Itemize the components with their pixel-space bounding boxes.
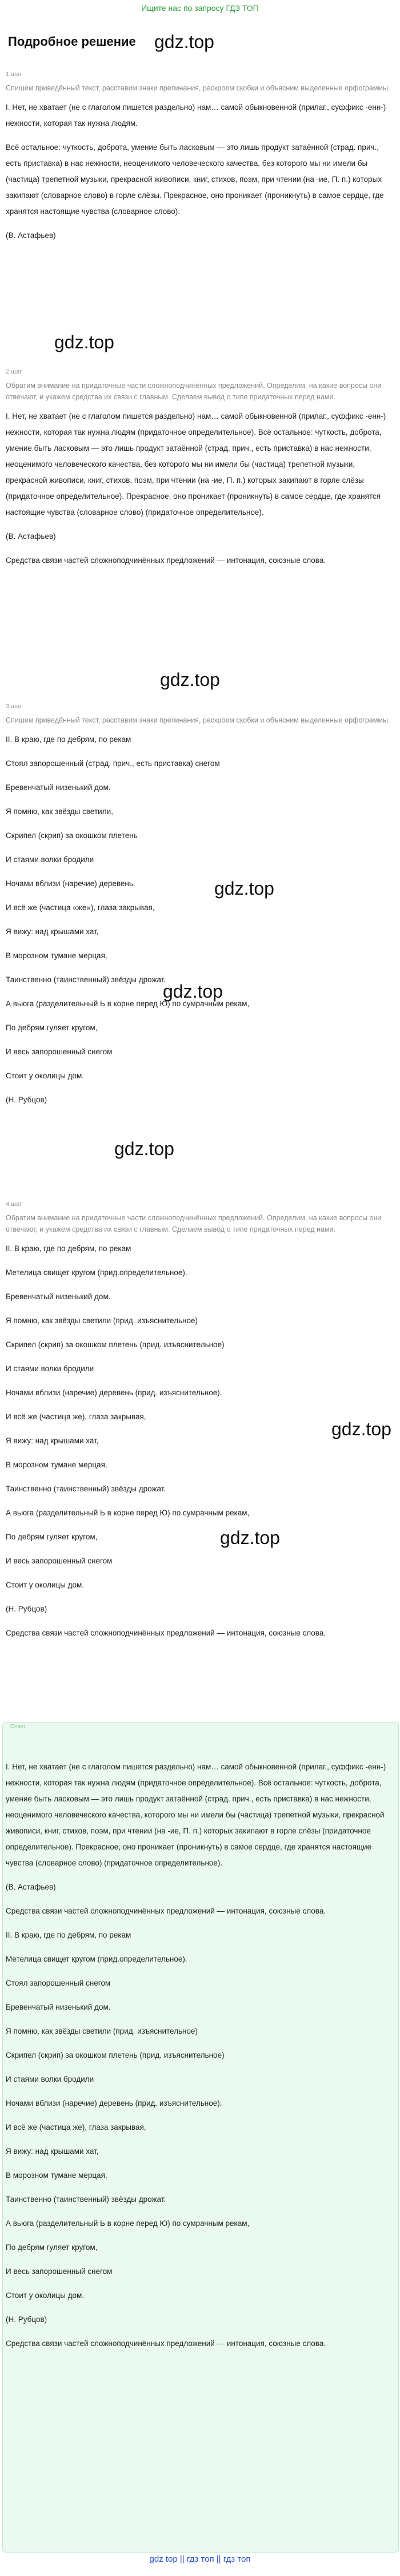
text-line: И весь запорошенный снегом <box>6 2267 113 2276</box>
text-line: Ночами вблизи (наречие) деревень (прид. изъяснительное). <box>6 1388 222 1397</box>
text-line: Я помню, как звёзды светили, <box>6 807 113 816</box>
text-line: По дебрям гуляет кругом, <box>6 1023 98 1032</box>
text-line: И стаями волки бродили <box>6 2075 94 2083</box>
text-line: Средства связи частей сложноподчинённых предложений — интонация, союзные слова. <box>6 2339 326 2348</box>
step-task: Обратим внимание на придаточные части сложноподчинённых предложений. Определим, на какие вопросы они отвечают, и укажем средства их связи с главным. Сделаем вывод о типе придаточных перед нами. <box>6 382 382 401</box>
step-2 <box>6 366 394 577</box>
step-label: 3 шаг <box>6 703 22 710</box>
footer-links[interactable]: gdz top || гдз топ || гдз топ <box>149 2554 251 2564</box>
text-line: В морозном тумане мерцая, <box>6 2171 107 2180</box>
text-line: А вьюга (разделительный Ь в корне перед Ю) по сумрачным рекам, <box>6 1509 250 1517</box>
text-line: I. Нет, не хватает (не с глаголом пишется раздельно) нам… самой обыкновенной (прилаг., суффикс -енн-) нежности, которая так нужна людям (придаточное определительное). Всё остальное: чуткость, доброта, умение быть ласковым — это лишь продукт затаённой (страд. прич., есть приставка) в нас нежности, неоценимого человеческого качества, без которого мы ни имели бы (частица) трепетной музыки, прекрасной живописи, книг, стихов, поэм, при чтении (на -ие, П. п.) которых закипают в горле слёзы (придаточное определительное). Прекрасное, оно проникает (проникнуть) в самое сердце, где хранятся настоящие чувства (словарное слово) (придаточное определительное). <box>6 412 386 517</box>
text-line: Метелица свищет кругом (прид.определительное). <box>6 1268 187 1277</box>
step-task: Спишем приведённый текст, расставим знаки препинания, раскроем скобки и объясним выделенные орфограммы. <box>6 84 390 92</box>
text-line: Стоял запорошенный снегом <box>6 1979 111 1987</box>
text-line: Стоит у околицы дом. <box>6 1071 85 1080</box>
text-line: Стоял запорошенный (страд. прич., есть приставка) снегом <box>6 759 220 768</box>
text-line: И всё же (частица «же»), глаза закрывая, <box>6 903 155 912</box>
text-line: Таинственно (таинственный) звёзды дрожат. <box>6 975 166 984</box>
text-line: Я вижу: над крышами хат, <box>6 2147 99 2156</box>
text-line: Ночами вблизи (наречие) деревень (прид. изъяснительное). <box>6 2099 222 2107</box>
text-line: Таинственно (таинственный) звёзды дрожат. <box>6 2195 166 2204</box>
text-line: Я вижу: над крышами хат, <box>6 927 99 936</box>
text-line: II. В краю, где по дебрям, по рекам <box>6 1931 131 1939</box>
text-line: (Н. Рубцов) <box>6 1605 47 1613</box>
step-3 <box>6 701 394 1116</box>
text-line: Стоит у околицы дом. <box>6 1581 85 1589</box>
text-line: А вьюга (разделительный Ь в корне перед Ю) по сумрачным рекам, <box>6 2219 250 2228</box>
text-line: В морозном тумане мерцая, <box>6 951 107 960</box>
text-line: (В. Астафьев) <box>6 231 56 240</box>
text-line: Я помню, как звёзды светили (прид. изъяснительное) <box>6 2027 198 2035</box>
text-line: Я вижу: над крышами хат, <box>6 1436 99 1445</box>
step-label: 2 шаг <box>6 368 22 375</box>
watermark: gdz.top <box>220 1527 280 1548</box>
text-line: I. Нет, не хватает (не с глаголом пишется раздельно) нам… самой обыкновенной (прилаг., суффикс -енн-) нежности, которая так нужна людям. <box>6 103 386 128</box>
watermark: gdz.top <box>54 332 114 352</box>
text-line: Ночами вблизи (наречие) деревень. <box>6 879 135 888</box>
watermark: gdz.top <box>163 981 223 1002</box>
answer-content <box>6 1759 394 2360</box>
step-label: 4 шаг <box>6 1201 22 1208</box>
watermark: gdz.top <box>214 878 274 899</box>
text-line: По дебрям гуляет кругом, <box>6 2243 98 2252</box>
text-line: И всё же (частица же), глаза закрывая, <box>6 2123 146 2132</box>
page-title: Подробное решение <box>8 34 136 49</box>
text-line: Скрипел (скрип) за окошком плетень (прид. изъяснительное) <box>6 2051 225 2059</box>
text-line: А вьюга (разделительный Ь в корне перед Ю) по сумрачным рекам, <box>6 999 250 1008</box>
text-line: II. В краю, где по дебрям, по рекам <box>6 735 131 744</box>
step-task: Спишем приведённый текст, расставим знаки препинания, раскроем скобки и объясним выделенные орфограммы. <box>6 716 390 724</box>
text-line: (Н. Рубцов) <box>6 2315 47 2324</box>
text-line: Бревенчатый низенький дом. <box>6 783 111 792</box>
text-line: Бревенчатый низенький дом. <box>6 2003 111 2011</box>
text-line: Я помню, как звёзды светили (прид. изъяснительное) <box>6 1316 198 1325</box>
step-label: 1 шаг <box>6 71 22 78</box>
watermark: gdz.top <box>160 669 220 690</box>
text-line: I. Нет, не хватает (не с глаголом пишется раздельно) нам… самой обыкновенной (прилаг., суффикс -енн-) нежности, которая так нужна людям (придаточное определительное). Всё остальное: чуткость, доброта, умение быть ласковым — это лишь продукт затаённой (страд. прич., есть приставка) в нас нежности, неоценимого человеческого качества, которого мы ни имели бы (частица) трепетной музыки, прекрасной живописи, книг, стихов, поэм, при чтении (на -ие, П. п.) которых закипают в горле слёзы (придаточное определительное). Прекрасное, оно проникает (проникнуть) в самое сердце, где хранятся настоящие чувства (словарное слово) (придаточное определительное). <box>6 1763 386 1867</box>
text-line: (В. Астафьев) <box>6 1883 56 1891</box>
text-line: Скрипел (скрип) за окошком плетень (прид. изъяснительное) <box>6 1340 225 1349</box>
search-hint-link[interactable]: Ищите нас по запросу ГДЗ ТОП <box>141 3 259 13</box>
text-line: Бревенчатый низенький дом. <box>6 1292 111 1301</box>
text-line: Средства связи частей сложноподчинённых предложений — интонация, союзные слова. <box>6 556 326 565</box>
text-line: И стаями волки бродили <box>6 855 94 864</box>
text-line: Стоит у околицы дом. <box>6 2291 85 2300</box>
text-line: Всё остальное: чуткость, доброта, умение быть ласковым — это лишь продукт затаённой (страд. прич., есть приставка) в нас нежности, неоценимого человеческого качества, без которого мы ни имели бы (частица) трепетной музыки, прекрасной живописи, книг, стихов, поэм, при чтении (на -ие, П. п.) которых закипают (словарное слово) в горле слёзы. Прекрасное, оно проникает (проникнуть) в самое сердце, где хранятся настоящие чувства (словарное слово). <box>6 143 384 216</box>
text-line: Таинственно (таинственный) звёзды дрожат. <box>6 1485 166 1493</box>
text-line: Скрипел (скрип) за окошком плетень <box>6 831 138 840</box>
text-line: В морозном тумане мерцая, <box>6 1460 107 1469</box>
text-line: II. В краю, где по дебрям, по рекам <box>6 1244 131 1253</box>
text-line: И весь запорошенный снегом <box>6 1557 113 1565</box>
text-line: По дебрям гуляет кругом, <box>6 1533 98 1541</box>
text-line: И всё же (частица же), глаза закрывая, <box>6 1412 146 1421</box>
watermark: gdz.top <box>154 31 214 52</box>
text-line: И весь запорошенный снегом <box>6 1047 113 1056</box>
step-4 <box>6 1198 394 1649</box>
step-task: Обратим внимание на придаточные части сложноподчинённых предложений. Определим, на какие вопросы они отвечают, и укажем средства их связи с главным. Сделаем вывод о типе придаточных перед нами. <box>6 1214 382 1233</box>
text-line: И стаями волки бродили <box>6 1364 94 1373</box>
text-line: Средства связи частей сложноподчинённых предложений — интонация, союзные слова. <box>6 1907 326 1915</box>
text-line: (Н. Рубцов) <box>6 1096 47 1104</box>
watermark: gdz.top <box>114 1138 174 1159</box>
watermark: gdz.top <box>331 1419 391 1439</box>
text-line: Метелица свищет кругом (прид.определительное). <box>6 1955 187 1963</box>
answer-label: Ответ <box>10 1724 26 1730</box>
step-1 <box>6 69 394 252</box>
text-line: (В. Астафьев) <box>6 532 56 541</box>
text-line: Средства связи частей сложноподчинённых предложений — интонация, союзные слова. <box>6 1629 326 1637</box>
